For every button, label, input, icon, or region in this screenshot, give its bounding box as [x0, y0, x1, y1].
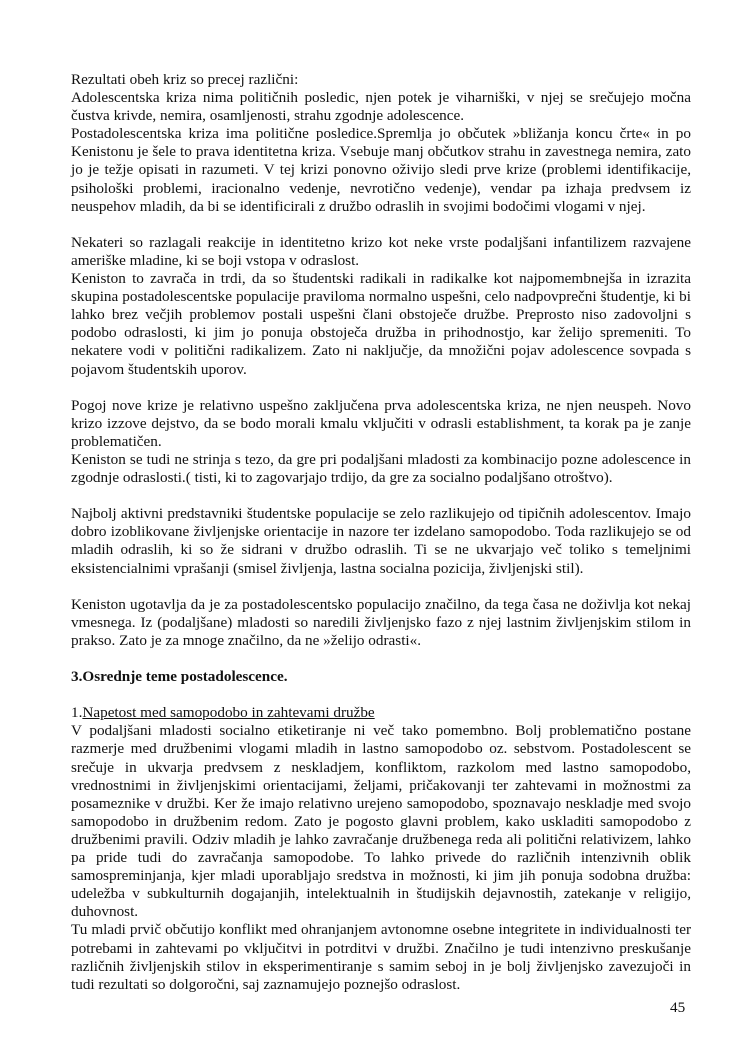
paragraph-line: Adolescentska kriza nima političnih posledic, njen potek je viharniški, v njej se srečujejo močna čustva krivde, nemira, osamljenosti, strahu zgodnje adolescence. — [71, 89, 691, 125]
paragraph-self-image — [71, 722, 691, 993]
subsection-number: 1. — [71, 704, 83, 722]
paragraph-student-activists — [71, 505, 691, 577]
paragraph-line: Pogoj nove krize je relativno uspešno zaključena prva adolescentska kriza, ne njen neuspeh. Novo krizo izzove dejstvo, da se bodo morali kmalu vključiti v odrasli establishment, ta korak pa je zanje problematičen. — [71, 396, 691, 450]
section-heading: 3.Osrednje teme postadolescence. — [71, 668, 288, 686]
paragraph-line: Keniston se tudi ne strinja s tezo, da gre pri podaljšani mladosti za kombinacijo pozne adolescence in zgodnje odraslosti.( tisti, ki to zagovarjajo trdijo, da gre za socialno podaljšano otroštvo). — [71, 450, 691, 487]
paragraph-line: Nekateri so razlagali reakcije in identitetno krizo kot neke vrste podaljšani infantilizem razvajene ameriške mladine, ki se boji vstopa v odraslost. — [71, 233, 691, 269]
paragraph-line: Rezultati obeh kriz so precej različni: — [71, 71, 299, 88]
paragraph-new-crisis — [71, 397, 691, 487]
subsection-heading — [71, 704, 691, 722]
paragraph-infantilism — [71, 234, 691, 379]
paragraph-keniston-findings — [71, 596, 691, 650]
document-page — [71, 71, 691, 1012]
paragraph-text: Keniston ugotavlja da je za postadolescentsko populacijo značilno, da tega časa ne doživlja kot nekaj vmesnega. Iz (podaljšane) mladosti so naredili življenjsko fazo z njej lastnim življenjskim stilom in prakso. Zato je za mnoge značilno, da ne »želijo odrasti«. — [71, 595, 691, 649]
paragraph-line: V podaljšani mladosti socialno etiketiranje ni več tako pomembno. Bolj problematično postane razmerje med družbenimi vlogami mladih in lastno samopodobo oz. sebstvom. Postadolescent se srečuje in ukvarja predvsem z neskladjem, konfliktom, razkolom med lastno samopodobo, vrednostnimi in življenjskimi orientacijami, željami, pričakovanji ter zahtevami in možnostmi za posameznike v družbi. Ker že imajo relativno urejeno samopodobo, spoznavajo neskladje med svojo samopodobo in družbenim redom. Zato je pogosto glavni problem, kako uskladiti samopodobo z družbenimi pravili. Odziv mladih je lahko zavračanje družbenega reda ali politični relativizem, lahko pa pride tudi do zavračanja samopodobe. To lahko privede do različnih intenzivnih oblik samospreminjanja, kjer mladi uporabljajo sredstva in možnosti, ki jim jih ponuja sodobna družba: udeležba v subkulturnih dogajanjih, intelektualnih in študijskih dejavnostih, zatekanje v religijo, duhovnost. — [71, 722, 691, 921]
paragraph-line: Tu mladi prvič občutijo konflikt med ohranjanjem avtonomne osebne integritete in individualnosti ter potrebami in zahtevami po vključitvi in potrditvi v družbi. Značilno je tudi intenzivno preskušanje različnih življenjskih stilov in eksperimentiranje s samim seboj in je bolj življenjsko zavezujoči in tudi rezultati so dolgoročni, saj zaznamujejo poznejšo odraslost. — [71, 921, 691, 993]
paragraph-text: Najbolj aktivni predstavniki študentske populacije se zelo razlikujejo od tipičnih adolescentov. Imajo dobro izoblikovane življenjske orientacije in nazore ter izdelano samopodobo. Toda razlikujejo se od mladih odraslih, ki so že sidrani v družbo odraslih. Ti se ne ukvarjajo več toliko s temeljnimi eksistencialnimi vprašanji (smisel življenja, lastna socialna pozicija, življenjski stil). — [71, 505, 691, 577]
paragraph-line: Postadolescentska kriza ima politične posledice.Spremlja jo občutek »bližanja koncu črte« in po Kenistonu je šele to prava identitetna kriza. Vsebuje manj občutkov strahu in zavestnega nemira, zato jo je težje opisati in razumeti. V tej krizi ponovno oživijo sledi prve krize (problemi identifikacije, psihološki problemi, iracionalno vedenje, nevrotično vedenje), vendar pa izhaja predvsem iz neuspehov mladih, da bi se identificirali z družbo odraslih in svojimi bodočimi vlogami v njej. — [71, 125, 691, 215]
page-number: 45 — [670, 999, 686, 1016]
paragraph-line: Keniston to zavrača in trdi, da so študentski radikali in radikalke kot najpomembnejša in izrazita skupina postadolescentske populacije praviloma normalno uspešni, celo nadpovprečni študentje, ki bi lahko brez večjih problemov postali uspešni člani obstoječe družbe. Preprosto niso zadovoljni s podobo odraslosti, ki jim jo ponuja obstoječa družba in prihodnostjo, kar želijo spremeniti. To nekatere vodi v politični radikalizem. Zato ni naključje, da množični pojav adolescence sovpada s pojavom študentskih uporov. — [71, 270, 691, 378]
paragraph-crisis-results — [71, 71, 691, 216]
subsection-title: Napetost med samopodobo in zahtevami družbe — [82, 704, 375, 722]
